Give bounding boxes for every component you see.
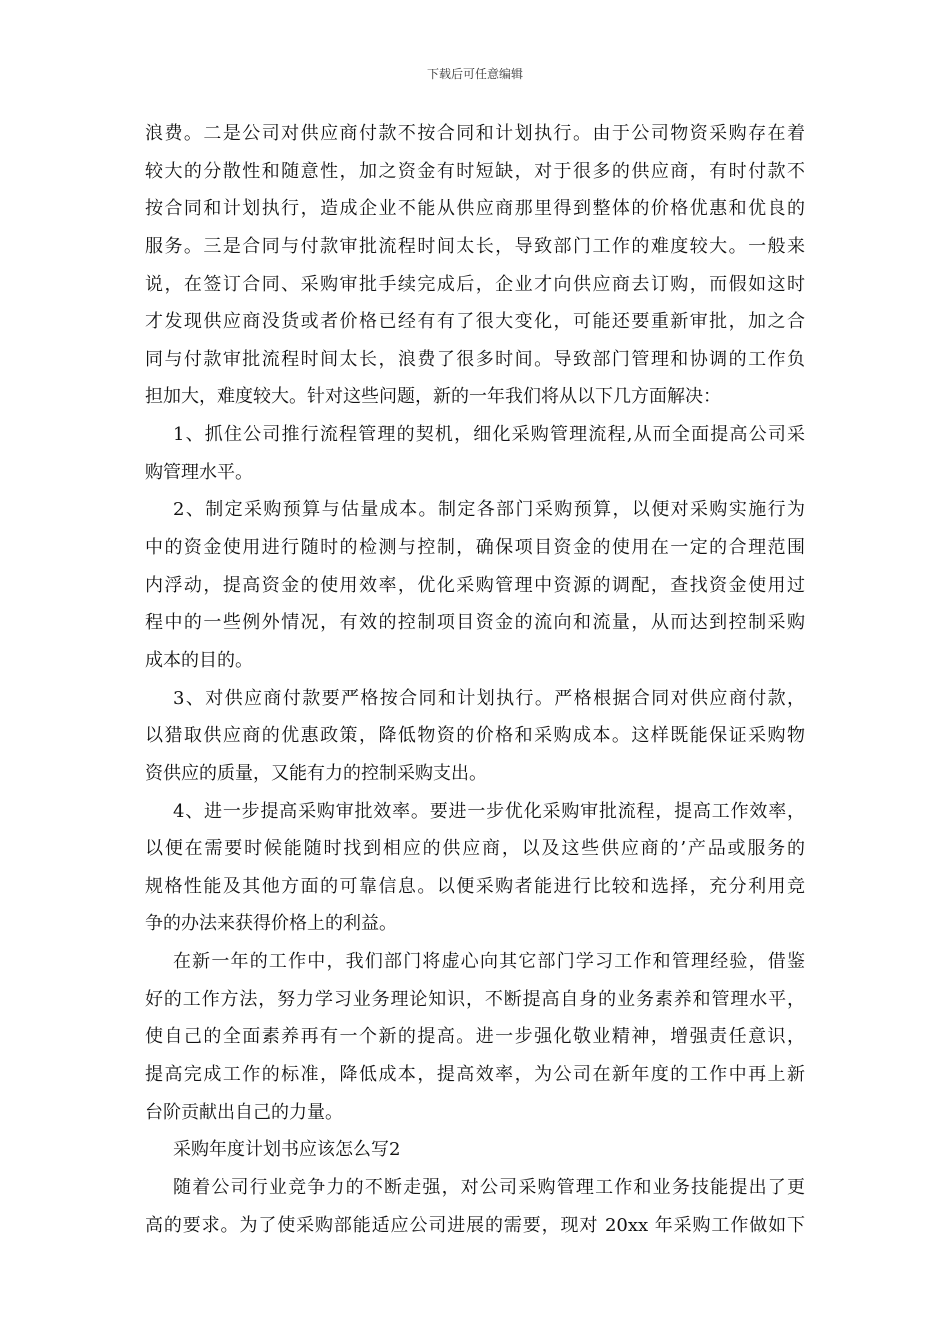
text-line: 程中的一些例外情况，有效的控制项目资金的流向和流量，从而达到控制采购 bbox=[145, 612, 805, 634]
text-line: 采购年度计划书应该怎么写2 bbox=[173, 1139, 401, 1161]
text-line: 购管理水平。 bbox=[145, 461, 253, 483]
text-line: 资供应的质量，又能有力的控制采购支出。 bbox=[145, 762, 487, 784]
text-line: 台阶贡献出自己的力量。 bbox=[145, 1101, 343, 1123]
text-line: 以猎取供应商的优惠政策，降低物资的价格和采购成本。这样既能保证采购物 bbox=[145, 725, 805, 747]
text-line: 2、制定采购预算与估量成本。制定各部门采购预算，以便对采购实施行为 bbox=[173, 499, 805, 521]
text-line: 服务。三是合同与付款审批流程时间太长，导致部门工作的难度较大。一般来 bbox=[145, 235, 805, 257]
text-line: 担加大，难度较大。针对这些问题，新的一年我们将从以下几方面解决： bbox=[145, 386, 721, 408]
text-line: 高的要求。为了使采购部能适应公司进展的需要，现对 20xx 年采购工作做如下 bbox=[145, 1214, 805, 1236]
text-line: 说，在签订合同、采购审批手续完成后，企业才向供应商去订购，而假如这时 bbox=[145, 273, 805, 295]
text-line: 按合同和计划执行，造成企业不能从供应商那里得到整体的价格优惠和优良的 bbox=[145, 198, 805, 220]
text-line: 浪费。二是公司对供应商付款不按合同和计划执行。由于公司物资采购存在着 bbox=[145, 123, 805, 144]
document-body bbox=[145, 115, 805, 1244]
text-line: 才发现供应商没货或者价格已经有有了很大变化，可能还要重新审批，加之合 bbox=[145, 311, 805, 333]
text-line: 在新一年的工作中，我们部门将虚心向其它部门学习工作和管理经验，借鉴 bbox=[173, 951, 805, 973]
text-line: 争的办法来获得价格上的利益。 bbox=[145, 913, 397, 935]
text-line: 4、进一步提高采购审批效率。要进一步优化采购审批流程，提高工作效率， bbox=[173, 800, 805, 822]
text-line: 1、抓住公司推行流程管理的契机，细化采购管理流程,从而全面提高公司采 bbox=[173, 424, 805, 446]
text-line: 随着公司行业竞争力的不断走强，对公司采购管理工作和业务技能提出了更 bbox=[173, 1176, 805, 1198]
text-line: 成本的目的。 bbox=[145, 649, 253, 671]
text-line: 提高完成工作的标准，降低成本，提高效率，为公司在新年度的工作中再上新 bbox=[145, 1064, 805, 1086]
text-line: 规格性能及其他方面的可靠信息。以便采购者能进行比较和选择，充分利用竞 bbox=[145, 875, 805, 897]
text-line: 3、对供应商付款要严格按合同和计划执行。严格根据合同对供应商付款， bbox=[173, 687, 805, 709]
text-line: 使自己的全面素养再有一个新的提高。进一步强化敬业精神，增强责任意识， bbox=[145, 1026, 805, 1048]
text-line: 内浮动，提高资金的使用效率，优化采购管理中资源的调配，查找资金使用过 bbox=[145, 574, 805, 596]
text-line: 较大的分散性和随意性，加之资金有时短缺，对于很多的供应商，有时付款不 bbox=[145, 160, 805, 182]
text-line: 同与付款审批流程时间太长，浪费了很多时间。导致部门管理和协调的工作负 bbox=[145, 348, 805, 370]
text-line: 好的工作方法，努力学习业务理论知识，不断提高自身的业务素养和管理水平， bbox=[145, 988, 805, 1010]
text-line: 中的资金使用进行随时的检测与控制，确保项目资金的使用在一定的合理范围 bbox=[145, 537, 805, 559]
page-header: 下载后可任意编辑 bbox=[426, 67, 523, 81]
text-line: 以便在需要时候能随时找到相应的供应商，以及这些供应商的’产品或服务的 bbox=[145, 838, 805, 860]
